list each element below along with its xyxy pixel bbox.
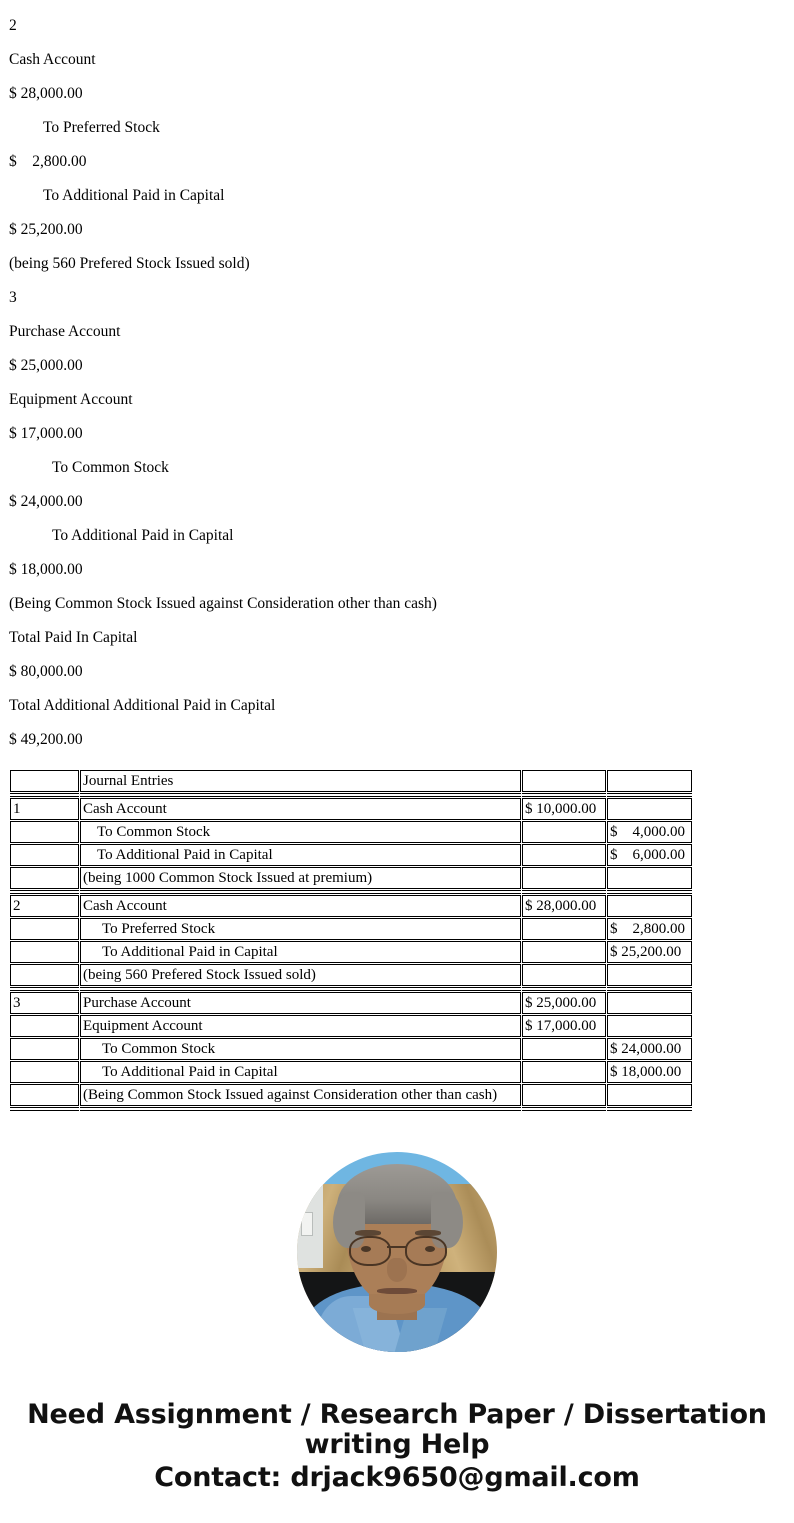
table-cell-description: Cash Account — [80, 895, 521, 917]
table-cell-credit: $ 4,000.00 — [607, 821, 692, 843]
table-bottom-rule-cell — [607, 1107, 692, 1111]
journal-entry-line: Purchase Account — [9, 323, 121, 340]
journal-entry-line: To Preferred Stock — [43, 119, 160, 136]
table-cell-description: Journal Entries — [80, 770, 521, 792]
journal-entry-line: Cash Account — [9, 51, 96, 68]
table-group-rule-cell — [10, 987, 79, 991]
promo-block — [0, 1400, 794, 1494]
table-bottom-rule-cell — [522, 1107, 606, 1111]
table-cell-debit: $ 28,000.00 — [522, 895, 606, 917]
journal-entry-line: (being 560 Prefered Stock Issued sold) — [9, 255, 250, 272]
table-cell-credit: $ 18,000.00 — [607, 1061, 692, 1083]
journal-entry-line: $ 25,000.00 — [9, 357, 83, 374]
table-group-rule-cell — [80, 987, 521, 991]
table-row — [10, 1061, 692, 1083]
journal-entry-line: $ 17,000.00 — [9, 425, 83, 442]
table-row — [10, 941, 692, 963]
table-group-rule-cell — [607, 987, 692, 991]
table-cell-entry-number — [10, 964, 79, 986]
table-cell-description: Equipment Account — [80, 1015, 521, 1037]
table-cell-entry-number — [10, 770, 79, 792]
promo-contact: Contact: drjack9650@gmail.com — [154, 1462, 640, 1493]
table-bottom-rule-cell — [10, 1107, 79, 1111]
journal-entry-line: 3 — [9, 289, 17, 306]
table-cell-credit — [607, 964, 692, 986]
table-row — [10, 844, 692, 866]
table-group-rule-cell — [10, 890, 79, 894]
journal-entry-line: Total Additional Additional Paid in Capital — [9, 697, 276, 714]
portrait-glasses-bridge — [387, 1246, 407, 1248]
journal-entry-line: To Additional Paid in Capital — [52, 527, 234, 544]
table-cell-debit — [522, 941, 606, 963]
table-cell-debit — [522, 964, 606, 986]
journal-entry-line: $ 2,800.00 — [9, 153, 87, 170]
table-bottom-rule-cell — [80, 1107, 521, 1111]
table-cell-debit — [522, 844, 606, 866]
table-group-rule-cell — [80, 890, 521, 894]
table-row — [10, 770, 692, 792]
journal-entry-line: $ 25,200.00 — [9, 221, 83, 238]
journal-entries-table — [9, 769, 693, 1112]
table-cell-description: Cash Account — [80, 798, 521, 820]
table-cell-entry-number — [10, 844, 79, 866]
portrait-wall-switch — [301, 1212, 313, 1236]
table-row — [10, 867, 692, 889]
table-cell-entry-number — [10, 867, 79, 889]
table-cell-entry-number: 3 — [10, 992, 79, 1014]
journal-entries-table-body — [10, 770, 692, 1111]
table-group-rule — [10, 793, 692, 797]
journal-entry-line: $ 28,000.00 — [9, 85, 83, 102]
table-cell-entry-number: 1 — [10, 798, 79, 820]
table-group-rule-cell — [522, 890, 606, 894]
table-row — [10, 1084, 692, 1106]
journal-entry-line: $ 80,000.00 — [9, 663, 83, 680]
table-cell-description: To Additional Paid in Capital — [80, 941, 521, 963]
author-portrait-photo — [297, 1152, 497, 1352]
table-cell-debit — [522, 821, 606, 843]
table-cell-description: To Common Stock — [80, 821, 521, 843]
table-row — [10, 964, 692, 986]
table-cell-credit — [607, 798, 692, 820]
table-cell-entry-number — [10, 1084, 79, 1106]
table-group-rule-cell — [607, 890, 692, 894]
table-cell-debit — [522, 1084, 606, 1106]
table-cell-description: (being 1000 Common Stock Issued at premium) — [80, 867, 521, 889]
table-cell-credit — [607, 867, 692, 889]
table-cell-credit — [607, 770, 692, 792]
table-row — [10, 992, 692, 1014]
table-cell-debit: $ 17,000.00 — [522, 1015, 606, 1037]
journal-entry-line: 2 — [9, 17, 17, 34]
table-cell-entry-number — [10, 918, 79, 940]
table-row — [10, 918, 692, 940]
table-row — [10, 1038, 692, 1060]
table-row — [10, 798, 692, 820]
table-cell-description: Purchase Account — [80, 992, 521, 1014]
table-cell-credit: $ 25,200.00 — [607, 941, 692, 963]
table-group-rule — [10, 987, 692, 991]
table-cell-credit: $ 24,000.00 — [607, 1038, 692, 1060]
portrait-glasses-lens-left — [349, 1236, 391, 1266]
portrait-image — [297, 1152, 497, 1352]
table-cell-debit: $ 10,000.00 — [522, 798, 606, 820]
table-cell-credit: $ 6,000.00 — [607, 844, 692, 866]
table-cell-debit — [522, 770, 606, 792]
table-row — [10, 821, 692, 843]
table-cell-description: To Common Stock — [80, 1038, 521, 1060]
journal-entry-line: Total Paid In Capital — [9, 629, 138, 646]
table-cell-description: (Being Common Stock Issued against Consideration other than cash) — [80, 1084, 521, 1106]
table-group-rule-cell — [522, 987, 606, 991]
journal-entry-line: $ 18,000.00 — [9, 561, 83, 578]
table-group-rule-cell — [80, 793, 521, 797]
journal-entry-line: To Additional Paid in Capital — [43, 187, 225, 204]
table-cell-description: To Preferred Stock — [80, 918, 521, 940]
table-group-rule-cell — [522, 793, 606, 797]
table-cell-description: To Additional Paid in Capital — [80, 844, 521, 866]
table-cell-credit — [607, 992, 692, 1014]
table-group-rule-cell — [10, 793, 79, 797]
promo-headline: Need Assignment / Research Paper / Dissertation writing Help — [27, 1399, 767, 1460]
table-cell-entry-number: 2 — [10, 895, 79, 917]
table-cell-description: (being 560 Prefered Stock Issued sold) — [80, 964, 521, 986]
table-cell-credit — [607, 1084, 692, 1106]
table-cell-debit — [522, 867, 606, 889]
portrait-nose — [387, 1258, 407, 1282]
journal-entry-line: $ 24,000.00 — [9, 493, 83, 510]
table-bottom-rule — [10, 1107, 692, 1111]
table-group-rule-cell — [607, 793, 692, 797]
table-group-rule — [10, 890, 692, 894]
portrait-chin — [369, 1294, 425, 1314]
journal-entry-line: (Being Common Stock Issued against Consideration other than cash) — [9, 595, 437, 612]
table-cell-entry-number — [10, 821, 79, 843]
table-cell-entry-number — [10, 941, 79, 963]
journal-entry-line: $ 49,200.00 — [9, 731, 83, 748]
table-cell-debit — [522, 918, 606, 940]
table-cell-credit: $ 2,800.00 — [607, 918, 692, 940]
table-cell-debit — [522, 1038, 606, 1060]
journal-entry-line: Equipment Account — [9, 391, 133, 408]
table-cell-debit — [522, 1061, 606, 1083]
table-cell-description: To Additional Paid in Capital — [80, 1061, 521, 1083]
journal-entry-line: To Common Stock — [52, 459, 169, 476]
table-cell-credit — [607, 895, 692, 917]
table-cell-entry-number — [10, 1038, 79, 1060]
table-row — [10, 1015, 692, 1037]
table-cell-entry-number — [10, 1061, 79, 1083]
table-cell-debit: $ 25,000.00 — [522, 992, 606, 1014]
portrait-glasses-lens-right — [405, 1236, 447, 1266]
table-cell-entry-number — [10, 1015, 79, 1037]
table-cell-credit — [607, 1015, 692, 1037]
table-row — [10, 895, 692, 917]
journal-entries-table-container — [9, 769, 693, 1112]
